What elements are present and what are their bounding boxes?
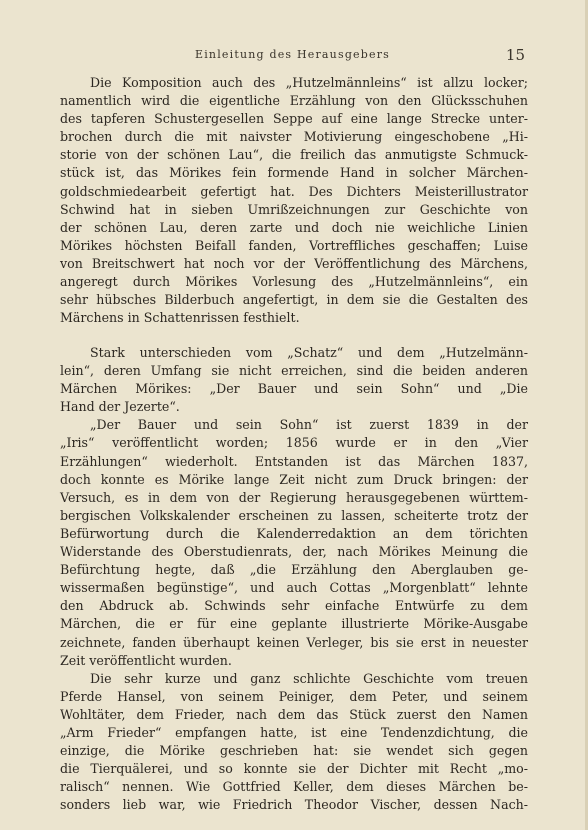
paragraph-maerchen	[60, 344, 528, 814]
text-line: storie von der schönen Lau“, die freilich das anmutigste Schmuck-	[60, 147, 528, 163]
text-line: lein“, deren Umfang sie nicht erreichen, sind die beiden anderen	[60, 363, 528, 379]
text-line: goldschmiedearbeit gefertigt hat. Des Dichters Meisterillustrator	[60, 183, 528, 199]
text-line: Märchens in Schattenrissen festhielt.	[60, 310, 300, 326]
text-line: brochen durch die mit naivster Motivierung eingeschobene „Hi-	[60, 129, 528, 145]
text-line: doch konnte es Mörike lange Zeit nicht zum Druck bringen: der	[60, 471, 528, 487]
text-line: den Abdruck ab. Schwinds sehr einfache Entwürfe zu dem	[60, 598, 528, 614]
text-line: von Breitschwert hat noch vor der Veröffentlichung des Märchens,	[60, 255, 528, 271]
text-line: Widerstande des Oberstudienrats, der, nach Mörikes Meinung die	[60, 544, 528, 560]
text-line: stück ist, das Mörikes fein formende Hand in solcher Märchen-	[60, 165, 528, 181]
text-line: der schönen Lau, deren zarte und doch nie weichliche Linien	[60, 219, 528, 235]
text-line: die Tierquälerei, und so konnte sie der Dichter mit Recht „mo-	[60, 761, 528, 777]
text-line: Erzählungen“ wiederholt. Entstanden ist das Märchen 1837,	[60, 453, 528, 469]
text-line: Schwind hat in sieben Umrißzeichnungen zur Geschichte von	[60, 201, 528, 217]
text-line: ralisch“ nennen. Wie Gottfried Keller, dem dieses Märchen be-	[60, 779, 528, 795]
paragraph-hutzelmaennlein	[60, 74, 528, 327]
text-line: wissermaßen begünstige“, und auch Cottas „Morgenblatt“ lehnte	[60, 580, 528, 596]
text-line: angeregt durch Mörikes Vorlesung des „Hutzelmännleins“, ein	[60, 274, 528, 290]
text-line: Befürchtung hegte, daß „die Erzählung den Aberglauben ge-	[60, 562, 528, 578]
running-title: Einleitung des Herausgebers	[194, 48, 391, 61]
text-line: Wohltäter, dem Frieder, nach dem das Stück zuerst den Namen	[60, 706, 528, 722]
text-line: sehr hübsches Bilderbuch angefertigt, in dem sie die Gestalten des	[60, 292, 528, 308]
text-line: Mörikes höchsten Beifall fanden, Vortreffliches geschaffen; Luise	[60, 237, 528, 253]
text-line: „Arm Frieder“ empfangen hatte, ist eine Tendenzdichtung, die	[60, 724, 528, 740]
text-line: Märchen, die er für eine geplante illustrierte Mörike-Ausgabe	[60, 616, 528, 632]
page-number: 15	[505, 46, 525, 64]
text-line: Versuch, es in dem von der Regierung herausgegebenen württem-	[60, 489, 528, 505]
text-line: Märchen Mörikes: „Der Bauer und sein Sohn“ und „Die	[60, 381, 528, 397]
text-line: Die Komposition auch des „Hutzelmännleins“ ist allzu locker;	[90, 75, 528, 90]
text-line: zeichnete, fanden überhaupt keinen Verleger, bis sie erst in neuester	[60, 634, 528, 650]
text-line: Befürwortung durch die Kalenderredaktion an dem törichten	[60, 525, 528, 541]
text-line: Die sehr kurze und ganz schlichte Geschichte vom treuen	[90, 670, 528, 686]
text-line: „Iris“ veröffentlicht worden; 1856 wurde er in den „Vier	[60, 435, 528, 451]
text-line: sonders lieb war, wie Friedrich Theodor Vischer, dessen Nach-	[60, 797, 528, 813]
text-line: bergischen Volkskalender erscheinen zu lassen, scheiterte trotz der	[60, 507, 528, 523]
text-line: Pferde Hansel, von seinem Peiniger, dem Peter, und seinem	[60, 688, 528, 704]
text-line: des tapferen Schustergesellen Seppe auf eine lange Strecke unter-	[60, 111, 528, 127]
text-line: einzige, die Mörike geschrieben hat: sie wendet sich gegen	[60, 743, 528, 759]
text-line: namentlich wird die eigentliche Erzählung von den Glücksschuhen	[60, 93, 528, 109]
text-line: Hand der Jezerte“.	[60, 399, 180, 415]
text-line: Zeit veröffentlicht wurden.	[60, 652, 232, 668]
text-line: Stark unterschieden vom „Schatz“ und dem „Hutzelmänn-	[90, 345, 528, 360]
running-head	[60, 48, 525, 66]
text-line: „Der Bauer und sein Sohn“ ist zuerst 1839 in der	[90, 417, 528, 433]
